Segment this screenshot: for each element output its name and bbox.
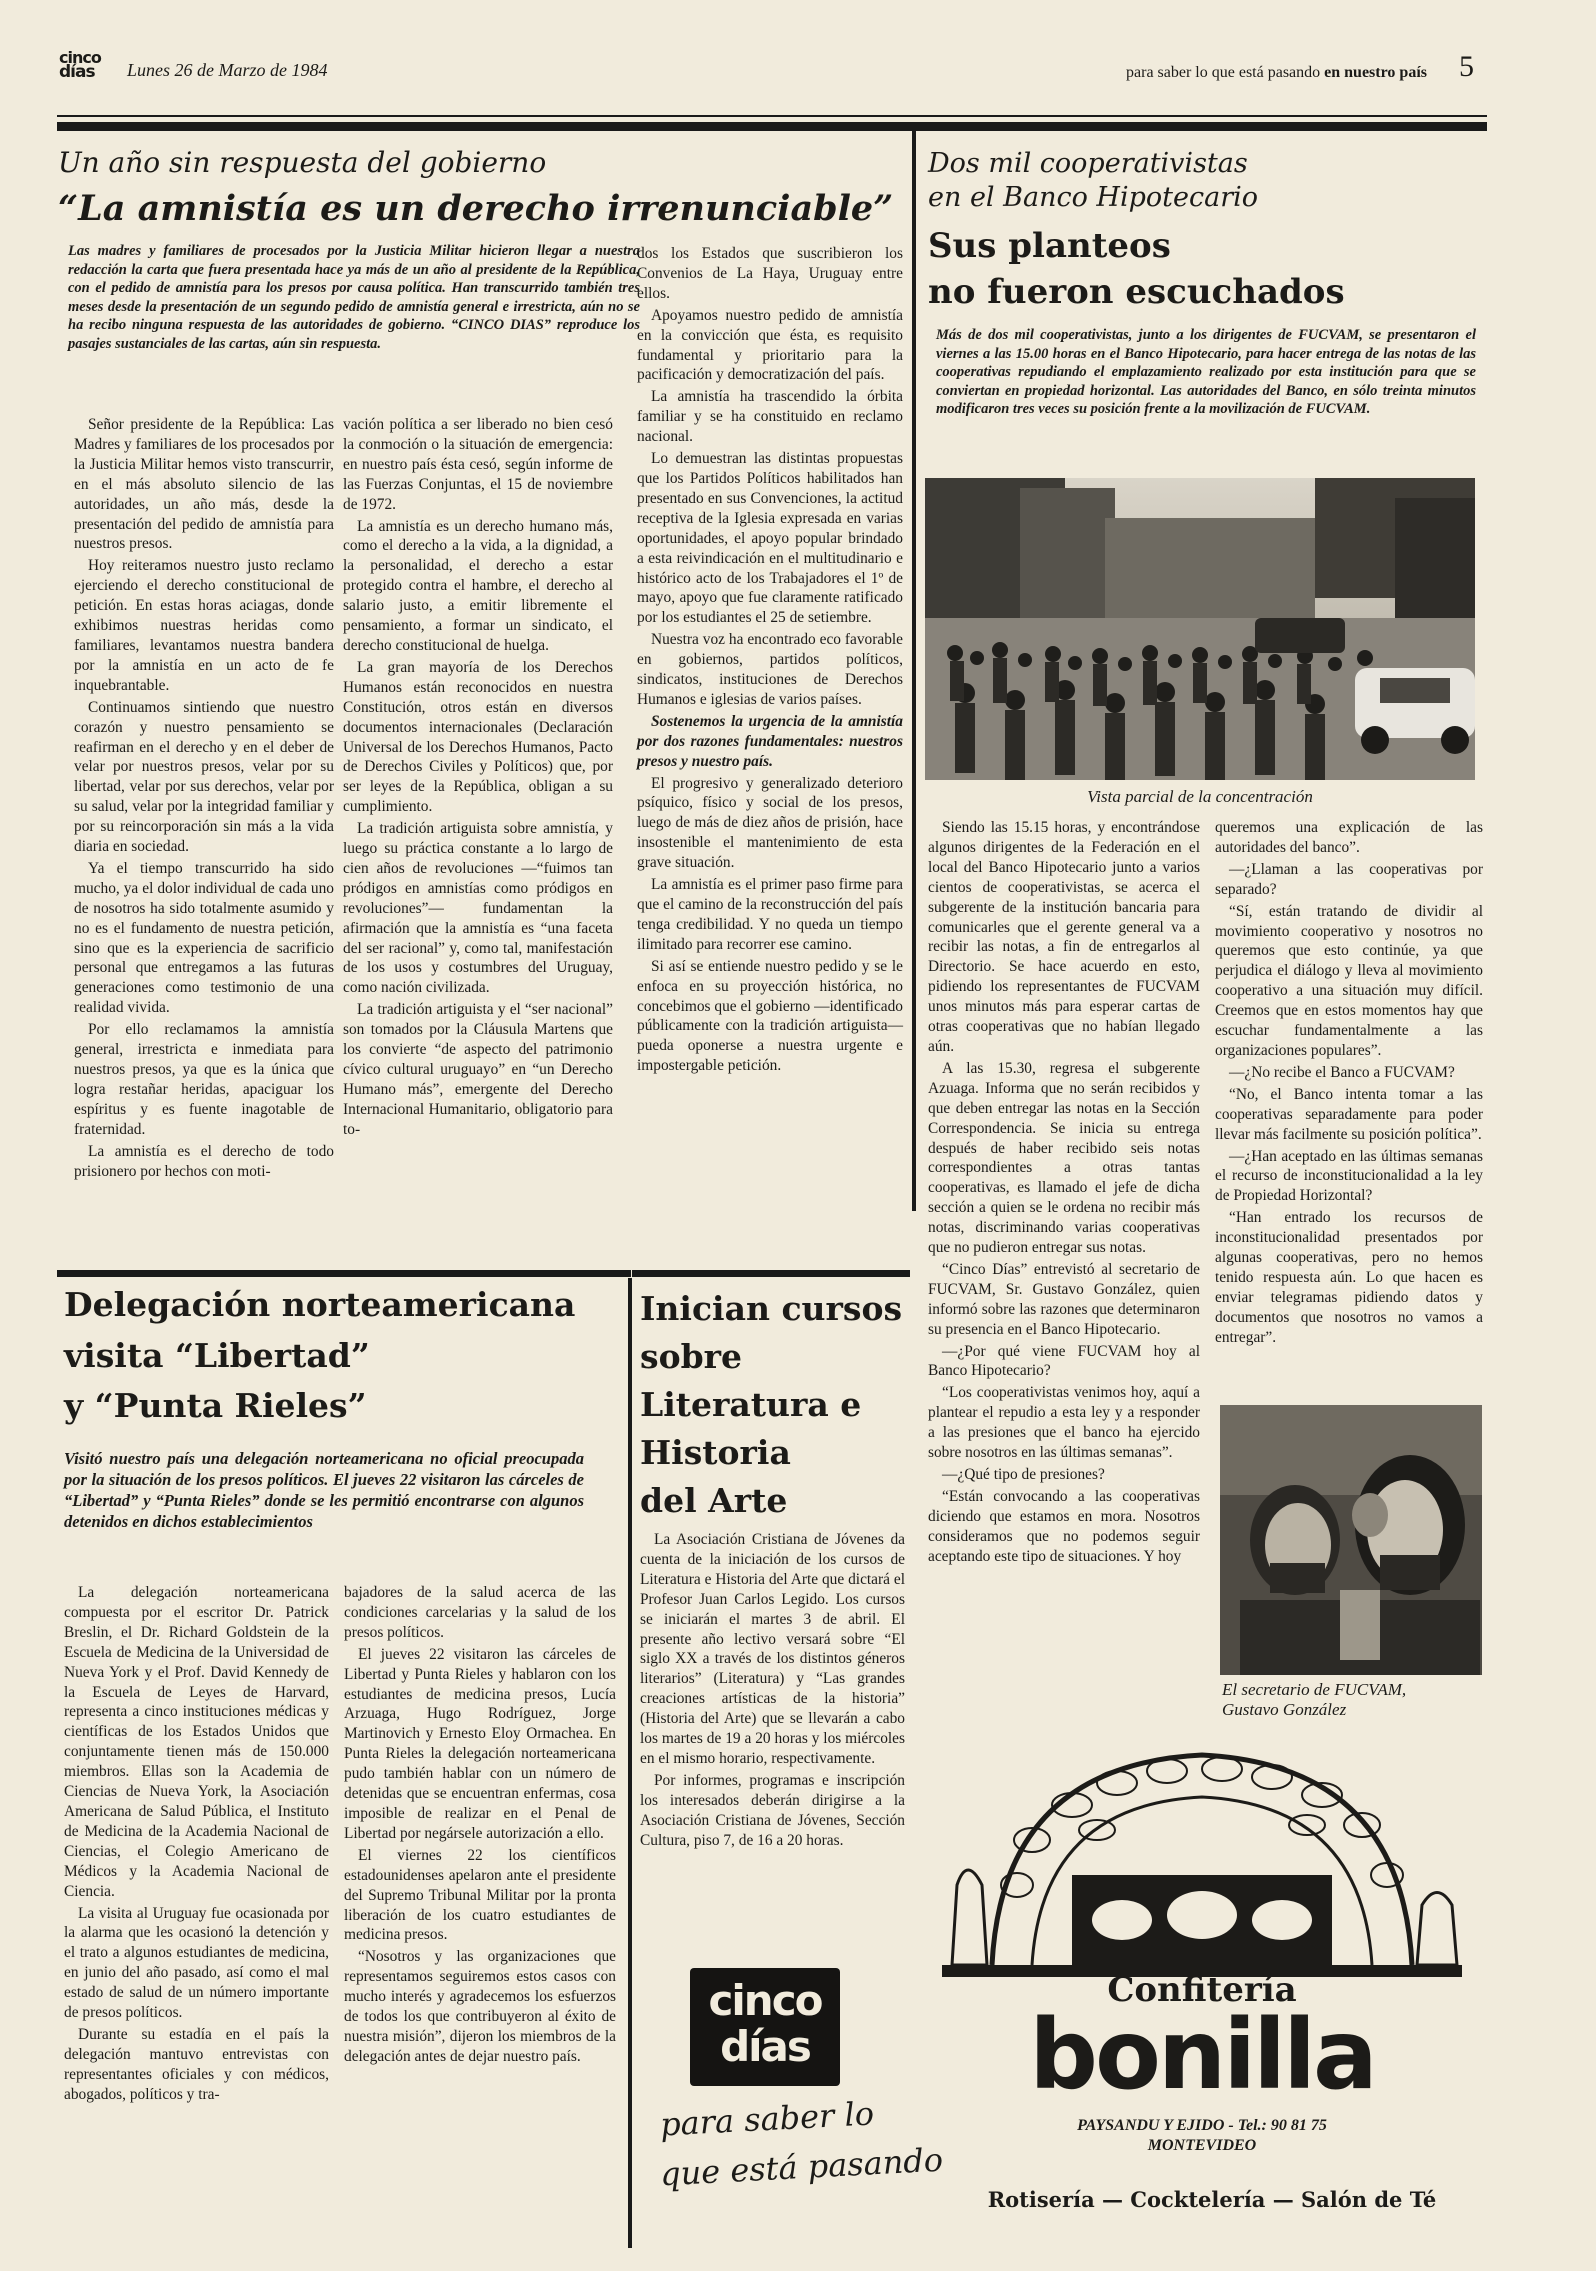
logo-top-word: cinco xyxy=(59,48,101,67)
section-divider-mid xyxy=(632,1270,910,1277)
paragraph: La amnistía ha trascendido la órbita familiar y se ha constituido en reclamo nacional. xyxy=(637,388,903,446)
paragraph: “Nosotros y las organizaciones que representamos seguiremos estos casos con mucho interés y agradecemos los esfuerzos de todos los que contribuyeron al éxito de nuestra misión”, dijeron los miembros de la delegación antes de dejar nuestro país. xyxy=(344,1948,616,2065)
portrait-caption xyxy=(1222,1680,1482,1720)
paragraph: bajadores de la salud acerca de las condiciones carcelarias y la salud de los presos políticos. xyxy=(344,1584,616,1641)
cinco-dias-promo xyxy=(640,1950,944,2240)
paragraph: Si así se entiende nuestro pedido y se le enfoca en su proyección histórica, no concebimos que el gobierno —identificado públicamente con la tradición artiguista— pueda oponerse a nuestra urgente e impostergable petición. xyxy=(637,957,903,1075)
paragraph: “No, el Banco intenta tomar a las cooperativas separadamente para poder llevar más facilmente su posición política”. xyxy=(1215,1085,1483,1143)
paragraph: La visita al Uruguay fue ocasionada por la alarma que les ocasionó la detención y el trato a algunos estudiantes de medicina, en junio del año pasado, así como el mal estado de salud de un número importante de presos políticos. xyxy=(64,1904,329,2022)
portrait-caption-line-2: Gustavo González xyxy=(1222,1700,1347,1719)
promo-script-line-1: para saber lo xyxy=(659,2094,875,2144)
concentration-photo-caption: Vista parcial de la concentración xyxy=(1087,787,1313,806)
delegacion-headline-line-2: visita “Libertad” xyxy=(64,1336,370,1375)
paragraph: El progresivo y generalizado deterioro psíquico, físico y social de los presos, luego de más de diez años de prisión, hace insostenible el mantenimiento de esta grave situación. xyxy=(637,774,903,872)
masthead-thick-rule xyxy=(57,122,1487,131)
issue-date: Lunes 26 de Marzo de 1984 xyxy=(127,60,328,80)
paragraph: La amnistía es el primer paso firme para que el camino de la reconstrucción del país tenga credibilidad. Y no queda un tiempo ilimitado para recorrer ese camino. xyxy=(637,876,903,953)
paragraph: Ya el tiempo transcurrido ha sido mucho, ya el dolor individual de cada uno de nosotros ha sido totalmente asumido y no es el fundamento de nuestra petición, sino que es la experiencia de sacrificio personal que entregamos a las futuras generaciones como testimonio de una realidad vivida. xyxy=(74,859,334,1017)
fucvam-kicker-line-2: en el Banco Hipotecario xyxy=(928,182,1258,213)
bonilla-advertisement xyxy=(922,1725,1482,2245)
paragraph: La amnistía es el derecho de todo prisionero por hechos con moti- xyxy=(74,1142,334,1180)
paragraph: Siendo las 15.15 horas, y encontrándose algunos dirigentes de la Federación en el local del Banco Hipotecario junto a varios cientos de cooperativistas, se acerca el subgerente de la institución bancaria para comunicarles que el gerente general va a recibir las notas, a fin de entregarlos al Directorio. Se hace acuerdo en esto, pidiendo los representantes de FUCVAM unos minutos más para esperar cartas de otras cooperativas que no habían llegado aún. xyxy=(928,819,1200,1055)
fucvam-lead: Más de dos mil cooperativistas, junto a los dirigentes de FUCVAM, se presentaron el viernes a las 15.00 horas en el Banco Hipotecario, para hacer entrega de las notas de las cooperativas repudiando el emplazamiento realizado por esta institución para que se conviertan en propiedad horizontal. Las autoridades del Banco, en sólo treinta minutos modificaron tres veces su posición frente a la movilización de FUCVAM. xyxy=(936,327,1476,418)
paragraph: Durante su estadía en el país la delegación mantuvo entrevistas con representantes oficiales y con médicos, abogados, políticos y tra- xyxy=(64,2025,329,2103)
paragraph: La delegación norteamericana compuesta por el escritor Dr. Patrick Breslin, el Dr. Richard Goldstein de la Escuela de Medicina de la Universidad de Nueva York y el Prof. David Kennedy de la Escuela de Leyes de Harvard, representa a cinco instituciones médicas y científicas de los Estados Unidos que conjuntamente tienen más de 150.000 miembros. Ellas son la Academia de Ciencias de Nueva York, la Asociación Americana de Salud Pública, el Instituto de Medicina de la Academia Nacional de Ciencias, el Colegio Americano de Médicos y la Academia Nacional de Ciencia. xyxy=(64,1584,329,1900)
paragraph: La Asociación Cristiana de Jóvenes da cuenta de la iniciación de los cursos de Literatura e Historia del Arte que dictará el Profesor Juan Carlos Legido. Los cursos se iniciarán el martes 3 de abril. El presente año lectivo versará sobre “El siglo XX a través de los distintos géneros literarios” (Literatura) y “Las grandes creaciones artísticas de la historia” (Historia del Arte) que se llevarán a cabo los martes de 19 a 20 horas y los miércoles en el mismo horario, respectivamente. xyxy=(640,1531,905,1767)
paragraph: —¿Han aceptado en las últimas semanas el recurso de inconstitucionalidad a la ley de Propiedad Horizontal? xyxy=(1215,1147,1483,1205)
paragraph: —¿Por qué viene FUCVAM hoy al Banco Hipotecario? xyxy=(928,1342,1200,1380)
crowd-photo-illustration xyxy=(925,478,1475,780)
gonzalez-portrait-photo xyxy=(1220,1405,1482,1675)
amnistia-column-2 xyxy=(343,415,613,1142)
paragraph-italic: Sostenemos la urgencia de la amnistía por dos razones fundamentales: nuestros presos y nuestro país. xyxy=(637,712,903,770)
cursos-headline-line: del Arte xyxy=(640,1481,788,1520)
portrait-caption-line-1: El secretario de FUCVAM, xyxy=(1222,1680,1407,1699)
promo-logo-top: cinco xyxy=(708,1976,822,2025)
cursos-body xyxy=(640,1530,905,1853)
logo-bottom-word: días xyxy=(59,62,95,82)
promo-logo-bottom: días xyxy=(720,2022,810,2071)
oven-illustration xyxy=(922,1725,1482,1985)
paragraph: El viernes 22 los científicos estadounidenses apelaron ante el presidente del Supremo Tribunal Militar por la pronta liberación de los cuatro estudiantes de medicina presos. xyxy=(344,1846,616,1944)
ad-brand: bonilla xyxy=(1029,1999,1375,2111)
masthead-thin-rule xyxy=(57,115,1487,117)
tagline-bold: en nuestro país xyxy=(1324,64,1427,81)
paragraph: La tradición artiguista y el “ser nacional” son tomados por la Cláusula Martens que los convierte “de aspecto del patrimonio cívico cultural uruguayo” en “un Derecho Humano más”, emergente del Derecho Internacional Humanitario, obligatorio para to- xyxy=(343,1001,613,1138)
ad-city: MONTEVIDEO xyxy=(1147,2137,1257,2154)
paragraph: Por ello reclamamos la amnistía general, irrestricta e inmediata para nuestros presos, ya que es la única que logra restañar heridas, apaciguar los espíritus y es fuente inagotable de fraternidad. xyxy=(74,1021,334,1138)
ad-footer-services: Rotisería — Cocktelería — Salón de Té xyxy=(987,2187,1437,2212)
amnistia-headline: “La amnistía es un derecho irrenunciable” xyxy=(58,188,894,229)
tagline-pre: para saber lo que está pasando xyxy=(1126,64,1321,81)
paragraph: —¿Qué tipo de presiones? xyxy=(942,1466,1105,1483)
masthead-logo xyxy=(59,50,115,80)
paragraph: La tradición artiguista sobre amnistía, y luego su práctica constante a lo largo de cien años de revoluciones —“fuimos tan pródigos en amnistías como pródigos en revoluciones”— fundamentan la afirmación que la amnistía es “una faceta del ser racional” y, como tal, manifestación de los usos y costumbres del Uruguay, como nación civilizada. xyxy=(343,820,613,997)
paragraph: Nuestra voz ha encontrado eco favorable en gobiernos, partidos políticos, sindicatos, instituciones de Derechos Humanos e iglesias de varios países. xyxy=(637,631,903,708)
portrait-photo-illustration xyxy=(1220,1405,1482,1675)
delegacion-headline-line-3: y “Punta Rieles” xyxy=(64,1386,367,1425)
fucvam-column-2 xyxy=(1215,818,1483,1350)
paragraph: Continuamos sintiendo que nuestro corazón y nuestro pensamiento se reafirman en el derecho y en el deber de velar por nuestros presos, velar por su libertad, velar por sus derechos, velar por su salud, velar por la integridad familiar y por su reincorporación sin más a la vida diaria en sociedad. xyxy=(74,698,334,856)
cursos-headline-line: Inician cursos xyxy=(640,1289,903,1328)
paragraph: A las 15.30, regresa el subgerente Azuaga. Informa que no serán recibidos y que deben entregar las notas en la Sección Correspondencia. Se inicia su entrega después de haber recibido seis notas correspondientes a otras tantas cooperativas, es llamado el jefe de dicha sección a quien se le ordena no recibir más notas, discriminando varias cooperativas que no pudieron entregar sus notas. xyxy=(928,1059,1200,1257)
cursos-headline-line: sobre xyxy=(640,1337,743,1376)
paragraph: Lo demuestran las distintas propuestas que los Partidos Políticos habilitados han presentado en sus Convenciones, la actitud receptiva de la Iglesia expresada en varias oportunidades, el apoyo popular brindado a esta reivindicación en el multitudinario e histórico acto de los Trabajadores el 1º de mayo, apoyo que fue claramente ratificado por los estudiantes el 25 de setiembre. xyxy=(637,450,903,627)
paragraph: “Los cooperativistas venimos hoy, aquí a plantear el repudio a esta ley y a responder a las presiones que el banco ha ejercido sobre nosotros en las últimas semanas”. xyxy=(928,1384,1200,1462)
paragraph: Apoyamos nuestro pedido de amnistía en la convicción que ésta, es requisito fundamental y prioritario para la pacificación y democratización del país. xyxy=(637,306,903,384)
delegacion-headline-line-1: Delegación norteamericana xyxy=(64,1285,576,1324)
paragraph: “Cinco Días” entrevistó al secretario de FUCVAM, Sr. Gustavo González, quien informó sobre las razones que determinaron su presencia en el Banco Hipotecario. xyxy=(928,1260,1200,1338)
paragraph: dos los Estados que suscribieron los Convenios de La Haya, Uruguay entre ellos. xyxy=(637,245,903,302)
delegacion-column-2 xyxy=(344,1583,616,2069)
paragraph: La amnistía es un derecho humano más, como el derecho a la vida, a la dignidad, a la personalidad, el derecho a estar protegido contra el hambre, el derecho al salario justo, a emitir libremente el pensamiento, a formar un sindicato, el derecho constitucional de huelga. xyxy=(343,517,613,654)
paragraph: “Han entrado los recursos de inconstitucionalidad presentados por algunas cooperativas, pero no hemos tenido respuesta aún. Lo que hacen es enviar telegramas pidiendo datos y documentos que nosotros no vamos a entregar”. xyxy=(1215,1209,1483,1346)
vertical-divider-bottom xyxy=(628,1278,632,2248)
ad-address: PAYSANDU Y EJIDO - Tel.: 90 81 75 xyxy=(1077,2117,1327,2134)
fucvam-kicker-line-1: Dos mil cooperativistas xyxy=(928,148,1248,179)
paragraph: Por informes, programas e inscripción los interesados deberán dirigirse a la Asociación Cristiana de Jóvenes, Sección Cultura, piso 7, de 16 a 20 horas. xyxy=(640,1771,905,1849)
paragraph: Hoy reiteramos nuestro justo reclamo ejerciendo el derecho constitucional de petición. En estas horas aciagas, donde exhibimos nuestras heridas como familiares, levantamos nuestra bandera por la amnistía en un acto de fe inquebrantable. xyxy=(74,557,334,694)
fucvam-headline-line-2: no fueron escuchados xyxy=(928,272,1345,312)
amnistia-column-3 xyxy=(637,244,903,1078)
paragraph: queremos una explicación de las autoridades del banco”. xyxy=(1215,819,1483,856)
concentration-photo xyxy=(925,478,1475,780)
amnistia-lead: Las madres y familiares de procesados por la Justicia Militar hicieron llegar a nuestra redacción la carta que fuera presentada hace ya más de un año al presidente de la República, con el pedido de amnistía para los presos por causa política. Han transcurrido también tres meses desde la presentación de un segundo pedido de amnistía general e irrestricta, aún no se ha recibo ninguna respuesta de las autoridades de gobierno. “CINCO DIAS” reproduce los pasajes sustanciales de las cartas, aún sin respuesta. xyxy=(68,243,640,352)
fucvam-headline-line-1: Sus planteos xyxy=(928,226,1171,266)
paragraph: La gran mayoría de los Derechos Humanos están reconocidos en nuestra Constitución, otros están en diversos documentos internacionales (Declaración Universal de los Derechos Humanos, Pacto de Derechos Civiles y Políticos) que, por ser leyes de la República, obligan a su cumplimiento. xyxy=(343,658,613,816)
paragraph: vación política a ser liberado no bien cesó la conmoción o la situación de emergencia: en nuestro país ésta cesó, según informe de las Fuerzas Conjuntas, el 15 de noviembre de 1972. xyxy=(343,416,613,513)
cursos-headline xyxy=(640,1285,910,1525)
paragraph: Señor presidente de la República: Las Madres y familiares de los procesados por la Justicia Militar hemos visto transcurrir, en el más absoluto silencio de las autoridades, un año más, desde la presentación del pedido de amnistía para nuestros presos. xyxy=(74,416,334,553)
paragraph: —¿Llaman a las cooperativas por separado? xyxy=(1215,860,1483,898)
amnistia-kicker: Un año sin respuesta del gobierno xyxy=(58,146,547,179)
promo-script-line-2: que está pasando xyxy=(659,2140,944,2194)
vertical-divider-right xyxy=(912,131,916,1211)
section-divider-left xyxy=(57,1270,631,1277)
page-number: 5 xyxy=(1459,50,1474,83)
paragraph: El jueves 22 visitaron las cárceles de Libertad y Punta Rieles y hablaron con los estudiantes de medicina presos, Lucía Arzuaga, Hugo Rodríguez, Jorge Martinovich y Ernesto Eloy Ormachea. En Punta Rieles la delegación norteamericana pudo también hablar con un número de detenidas que se encuentran enfermas, cosa imposible de realizar en el Penal de Libertad por negársele autorización a ello. xyxy=(344,1645,616,1842)
paragraph: “Sí, están tratando de dividir al movimiento cooperativo y nosotros no queremos que esto continúe, ya que perjudica el diálogo y lleva al movimiento cooperativo a una situación muy difícil. Creemos que en estos momentos hay que escuchar fundamentalmente a las organizaciones populares”. xyxy=(1215,902,1483,1059)
ad-title: Confitería xyxy=(1107,1970,1297,2010)
cursos-headline-line: Literatura e xyxy=(640,1385,862,1424)
paragraph: “Están convocando a las cooperativas diciendo que estamos en mora. Nosotros consideramos que no podemos seguir aceptando este tipo de situaciones. Y hoy xyxy=(928,1487,1200,1565)
paragraph: —¿No recibe el Banco a FUCVAM? xyxy=(1229,1063,1455,1081)
delegacion-column-1 xyxy=(64,1583,329,2107)
promo-logo-box xyxy=(690,1968,840,2086)
delegacion-lead: Visitó nuestro país una delegación norteamericana no oficial preocupada por la situación de los presos políticos. El jueves 22 visitaron las cárceles de “Libertad” y “Punta Rieles” donde se les permitió encontrarse con algunos detenidos en dichos establecimientos xyxy=(64,1449,584,1531)
amnistia-column-1 xyxy=(74,415,334,1183)
fucvam-column-1 xyxy=(928,818,1200,1569)
masthead xyxy=(57,50,1487,100)
cursos-headline-line: Historia xyxy=(640,1433,791,1472)
masthead-tagline xyxy=(1097,64,1427,82)
